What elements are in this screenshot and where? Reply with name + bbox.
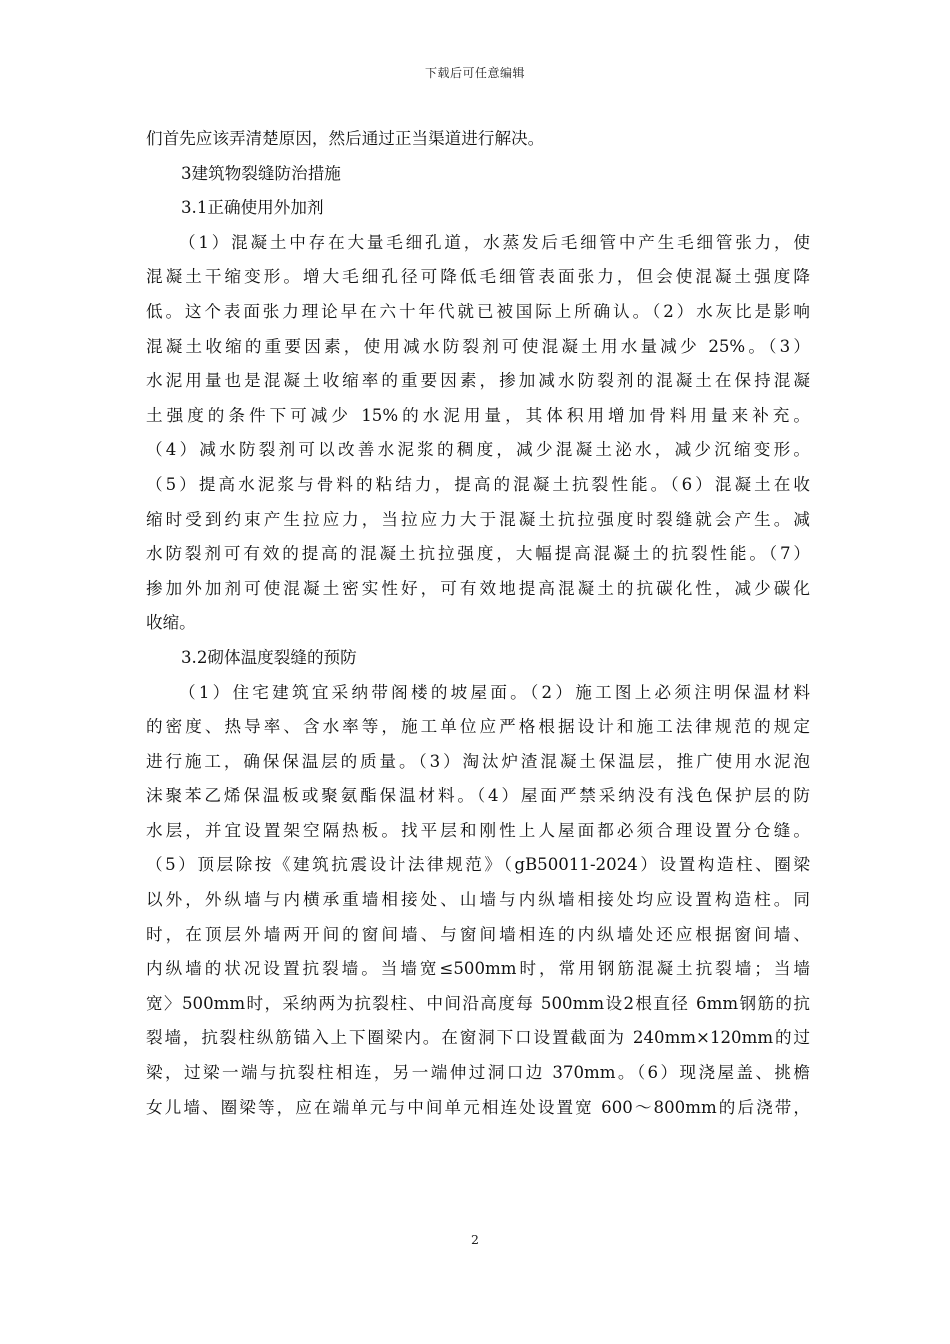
document-body: [146, 122, 810, 1125]
text-line: 宽〉500mm时，采纳两为抗裂柱、中间沿高度每 500mm设2根直径 6mm钢筋的抗: [146, 993, 810, 1013]
text-line: （1）住宅建筑宜采纳带阁楼的坡屋面。（2）施工图上必须注明保温材料: [179, 682, 810, 702]
subsection-heading: 3.2砌体温度裂缝的预防: [181, 647, 357, 667]
text-line: 沫聚苯乙烯保温板或聚氨酯保温材料。（4）屋面严禁采纳没有浅色保护层的防: [146, 786, 810, 806]
text-line: 们首先应该弄清楚原因，然后通过正当渠道进行解决。: [146, 129, 545, 148]
text-line: 水防裂剂可有效的提高的混凝土抗拉强度，大幅提高混凝土的抗裂性能。（7）: [146, 544, 810, 564]
text-line: 土强度的条件下可减少 15%的水泥用量，其体积用增加骨料用量来补充。: [146, 405, 810, 425]
text-line: 水层，并宜设置架空隔热板。找平层和刚性上人屋面都必须合理设置分仓缝。: [146, 820, 810, 840]
text-line: （4）减水防裂剂可以改善水泥浆的稠度，减少混凝土泌水，减少沉缩变形。: [146, 440, 810, 460]
text-line: （5）提高水泥浆与骨料的粘结力，提高的混凝土抗裂性能。（6）混凝土在收: [146, 474, 810, 494]
text-line: 进行施工，确保保温层的质量。（3）淘汰炉渣混凝土保温层，推广使用水泥泡: [146, 751, 810, 771]
text-line: 的密度、热导率、含水率等，施工单位应严格根据设计和施工法律规范的规定: [146, 717, 810, 737]
text-line: 混凝土收缩的重要因素，使用减水防裂剂可使混凝土用水量减少 25%。（3）: [146, 336, 810, 356]
text-line: 低。这个表面张力理论早在六十年代就已被国际上所确认。（2）水灰比是影响: [146, 301, 810, 321]
text-line: 梁，过梁一端与抗裂柱相连，另一端伸过洞口边 370mm。（6）现浇屋盖、挑檐: [146, 1063, 810, 1083]
text-line: 内纵墙的状况设置抗裂墙。当墙宽≤500mm时，常用钢筋混凝土抗裂墙；当墙: [146, 959, 810, 979]
text-line: 女儿墙、圈梁等，应在端单元与中间单元相连处设置宽 600～800mm的后浇带，: [146, 1097, 810, 1117]
text-line: （1）混凝土中存在大量毛细孔道，水蒸发后毛细管中产生毛细管张力，使: [179, 232, 810, 252]
text-line: 混凝土干缩变形。增大毛细孔径可降低毛细管表面张力，但会使混凝土强度降: [146, 267, 810, 287]
text-line: 裂墙，抗裂柱纵筋锚入上下圈梁内。在窗洞下口设置截面为 240mm×120mm的过: [146, 1028, 810, 1048]
section-heading: 3建筑物裂缝防治措施: [181, 163, 341, 183]
text-line: 以外，外纵墙与内横承重墙相接处、山墙与内纵墙相接处均应设置构造柱。同: [146, 890, 810, 910]
page-number: 2: [471, 1232, 479, 1247]
text-line: 缩时受到约束产生拉应力，当拉应力大于混凝土抗拉强度时裂缝就会产生。减: [146, 509, 810, 529]
text-line: 掺加外加剂可使混凝土密实性好，可有效地提高混凝土的抗碳化性，减少碳化: [146, 578, 810, 598]
subsection-heading: 3.1正确使用外加剂: [181, 198, 324, 218]
text-line: 收缩。: [146, 613, 196, 633]
text-line: 水泥用量也是混凝土收缩率的重要因素，掺加减水防裂剂的混凝土在保持混凝: [146, 371, 810, 391]
text-line: （5）顶层除按《建筑抗震设计法律规范》（gB50011-2024）设置构造柱、圈梁: [146, 855, 810, 875]
text-line: 时，在顶层外墙两开间的窗间墙、与窗间墙相连的内纵墙处还应根据窗间墙、: [146, 924, 810, 944]
page-header: 下载后可任意编辑: [424, 66, 525, 80]
